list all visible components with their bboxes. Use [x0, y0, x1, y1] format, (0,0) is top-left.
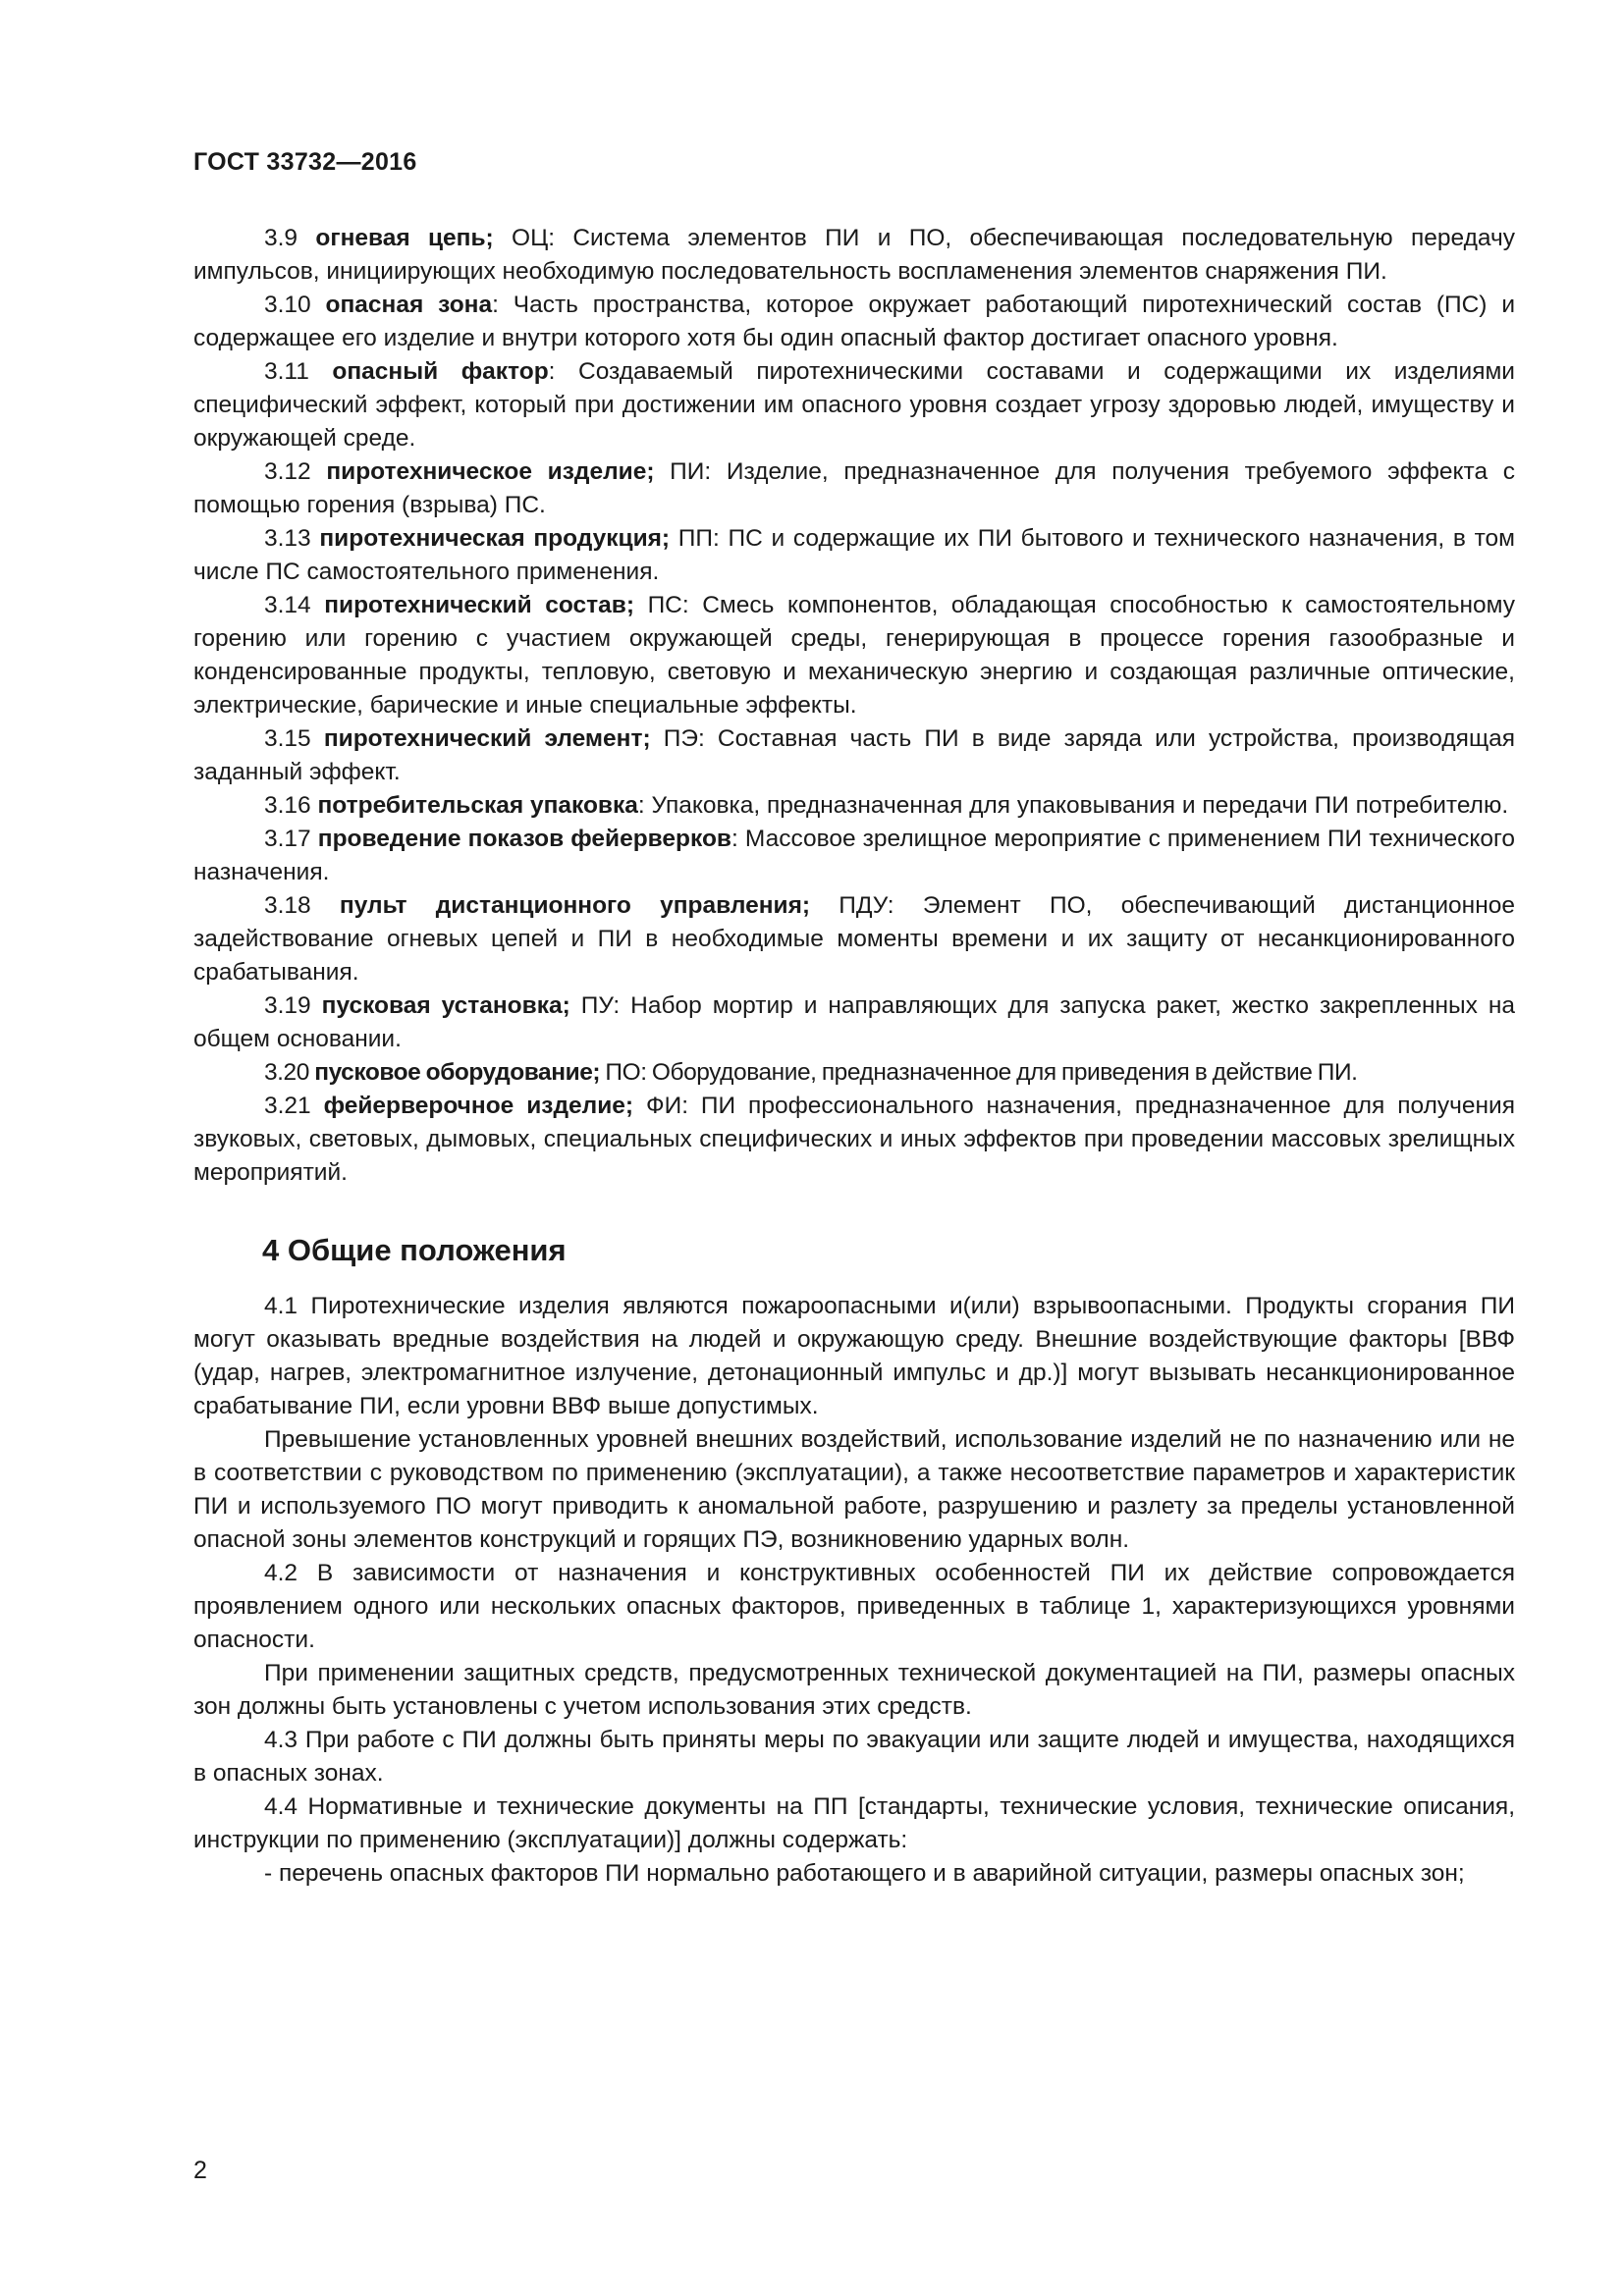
- definition-term: пиротехническая продукция;: [319, 525, 671, 552]
- definition-3-17: [193, 823, 1515, 889]
- definition-3-12: [193, 455, 1515, 522]
- definition-term: проведение показов фейерверков: [317, 826, 731, 852]
- definition-3-19: [193, 989, 1515, 1056]
- definition-term: пиротехнический состав;: [324, 592, 635, 618]
- definition-term: пусковая установка;: [321, 992, 570, 1019]
- definition-term: пусковое оборудование;: [314, 1059, 601, 1086]
- definition-3-10: [193, 289, 1515, 355]
- definition-3-16: [193, 789, 1515, 823]
- definition-text: ПДУ: Элемент ПО, обеспечивающий дистанционное задействование огневых цепей и ПИ в необходимые моменты времени и их защиту от несанкционированного срабатывания.: [193, 892, 1515, 986]
- definition-text: ПС: Смесь компонентов, обладающая способностью к самостоятельному горению или горению с участием окружающей среды, генерирующая в процессе горения газообразные и конденсированные продукты, тепловую, световую и механическую энергию и создающая различные оптические, электрические, барические и иные специальные эффекты.: [193, 592, 1515, 719]
- definition-text: : Создаваемый пиротехническими составами и содержащими их изделиями специфический эффект, который при достижении им опасного уровня создает угрозу здоровью людей, имуществу и окружающей среде.: [193, 358, 1515, 452]
- definition-number: 3.10: [264, 292, 311, 318]
- definition-3-11: [193, 355, 1515, 455]
- definition-text: ПИ: Изделие, предназначенное для получения требуемого эффекта с помощью горения (взрыва) ПС.: [193, 458, 1515, 518]
- definition-text: : Упаковка, предназначенная для упаковывания и передачи ПИ потребителю.: [637, 792, 1509, 819]
- paragraph-4-3: 4.3 При работе с ПИ должны быть приняты меры по эвакуации или защите людей и имущества, находящихся в опасных зонах.: [193, 1727, 1515, 1787]
- paragraph-4-4: 4.4 Нормативные и технические документы на ПП [стандарты, технические условия, технические описания, инструкции по применению (эксплуатации)] должны содержать:: [193, 1793, 1515, 1853]
- definition-text: ПЭ: Составная часть ПИ в виде заряда или устройства, производящая заданный эффект.: [193, 725, 1515, 785]
- definition-3-20: [193, 1056, 1515, 1090]
- definition-term: пульт дистанционного управления;: [339, 892, 811, 919]
- paragraph-4-1: 4.1 Пиротехнические изделия являются пожароопасными и(или) взрывоопасными. Продукты сгорания ПИ могут оказывать вредные воздействия на людей и окружающую среду. Внешние воздействующие факторы [ВВФ (удар, нагрев, электромагнитное излучение, детонационный импульс и др.)] могут вызывать несанкционированное срабатывание ПИ, если уровни ВВФ выше допустимых.: [193, 1293, 1515, 1419]
- definition-3-14: [193, 589, 1515, 722]
- definition-number: 3.9: [264, 225, 298, 251]
- document-header: ГОСТ 33732—2016: [193, 148, 417, 176]
- definition-number: 3.17: [264, 826, 311, 852]
- definition-number: 3.13: [264, 525, 311, 552]
- definition-text: ПП: ПС и содержащие их ПИ бытового и технического назначения, в том числе ПС самостоятельного применения.: [193, 525, 1515, 585]
- definition-3-13: [193, 522, 1515, 589]
- definition-number: 3.11: [264, 358, 309, 385]
- definition-number: 3.14: [264, 592, 311, 618]
- definition-number: 3.12: [264, 458, 311, 485]
- definition-number: 3.18: [264, 892, 311, 919]
- definition-number: 3.15: [264, 725, 311, 752]
- definition-text: ПО: Оборудование, предназначенное для приведения в действие ПИ.: [600, 1059, 1358, 1086]
- definition-term: опасная зона: [325, 292, 493, 318]
- definition-number: 3.20: [264, 1059, 309, 1086]
- list-item: - перечень опасных факторов ПИ нормально работающего и в аварийной ситуации, размеры опасных зон;: [264, 1860, 1465, 1887]
- definition-term: пиротехнический элемент;: [323, 725, 651, 752]
- definition-text: : Часть пространства, которое окружает работающий пиротехнический состав (ПС) и содержащее его изделие и внутри которого хотя бы один опасный фактор достигает опасного уровня.: [193, 292, 1515, 351]
- definition-3-9: [193, 222, 1515, 289]
- definition-3-18: [193, 889, 1515, 989]
- definition-text: ФИ: ПИ профессионального назначения, предназначенное для получения звуковых, световых, дымовых, специальных специфических и иных эффектов при проведении массовых зрелищных мероприятий.: [193, 1093, 1515, 1186]
- page-number: 2: [193, 2157, 207, 2184]
- definition-term: опасный фактор: [332, 358, 549, 385]
- definition-3-15: [193, 722, 1515, 789]
- paragraph-4-2: 4.2 В зависимости от назначения и конструктивных особенностей ПИ их действие сопровождается проявлением одного или нескольких опасных факторов, приведенных в таблице 1, характеризующихся уровнями опасности.: [193, 1560, 1515, 1653]
- definition-3-21: [193, 1090, 1515, 1190]
- definition-term: фейерверочное изделие;: [323, 1093, 634, 1119]
- paragraph-4-2-continued: При применении защитных средств, предусмотренных технической документацией на ПИ, размеры опасных зон должны быть установлены с учетом использования этих средств.: [193, 1660, 1515, 1720]
- definition-number: 3.16: [264, 792, 311, 819]
- definition-term: пиротехническое изделие;: [326, 458, 655, 485]
- paragraph-4-1-continued: Превышение установленных уровней внешних воздействий, использование изделий не по назначению или не в соответствии с руководством по применению (эксплуатации), а также несоответствие параметров и характеристик ПИ и используемого ПО могут приводить к аномальной работе, разрушению и разлету за пределы установленной опасной зоны элементов конструкций и горящих ПЭ, возникновению ударных волн.: [193, 1426, 1515, 1553]
- section-title: 4 Общие положения: [262, 1233, 567, 1267]
- definition-term: огневая цепь;: [315, 225, 494, 251]
- definition-term: потребительская упаковка: [317, 792, 638, 819]
- definition-number: 3.19: [264, 992, 311, 1019]
- document-body: [193, 222, 1515, 1891]
- definition-text: ОЦ: Система элементов ПИ и ПО, обеспечивающая последовательную передачу импульсов, инициирующих необходимую последовательность воспламенения элементов снаряжения ПИ.: [193, 225, 1516, 285]
- definition-text: ПУ: Набор мортир и направляющих для запуска ракет, жестко закрепленных на общем основании.: [193, 992, 1515, 1052]
- definition-text: : Массовое зрелищное мероприятие с применением ПИ технического назначения.: [193, 826, 1515, 885]
- definition-number: 3.21: [264, 1093, 311, 1119]
